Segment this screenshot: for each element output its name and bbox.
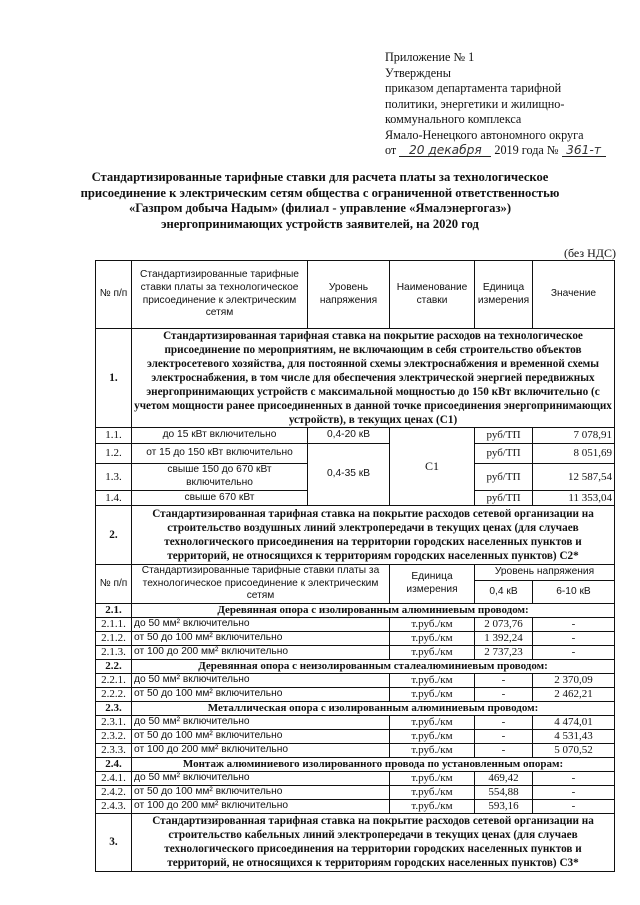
row-name: свыше 670 кВт [132, 491, 308, 506]
row-04kv: - [475, 729, 533, 743]
row-unit: руб/ТП [475, 491, 533, 506]
section-text: Стандартизированная тарифная ставка на покрытие расходов сетевой организации на строительство воздушных линий электропередачи в текущих ценах (для случаев технологического присоединения на территории городских населенных пунктов и территорий, не относящихся к территориям городских населенных пунктов) С2* [132, 506, 615, 565]
section-text: Стандартизированная тарифная ставка на покрытие расходов на технологическое присоединение по мероприятиям, не включающим в себя строительство объектов электросетевого хозяйства, для постоянной схемы электроснабжения и временной схемы электроснабжения, в том числе для обеспечения электрической энергией передвижных энергопринимающих устройств с максимальной мощностью до 150 кВт включительно (с учетом мощности ранее присоединенных в данной точке присоединения энергопринимающих устройств), в текущих ценах (С1) [132, 329, 615, 428]
row-04kv: 554,88 [475, 785, 533, 799]
table-row [96, 673, 615, 687]
row-04kv: - [475, 687, 533, 701]
row-610kv: 5 070,52 [533, 743, 615, 757]
group-row [96, 603, 615, 617]
header-voltage: Уровень напряжения [308, 261, 390, 329]
row-num: 2.2.1. [96, 673, 132, 687]
appendix-line: Приложение № 1 [385, 50, 475, 64]
row-num: 2.4.2. [96, 785, 132, 799]
section-row [96, 813, 615, 871]
group-num: 2.3. [96, 701, 132, 715]
row-name: до 50 мм² включительно [132, 617, 390, 631]
title-line: присоединение к электрическим сетям общества с ограниченной ответственностью [80, 185, 560, 200]
header-04kv: 0,4 кВ [475, 581, 533, 603]
row-num: 2.4.3. [96, 799, 132, 813]
section-num: 3. [96, 813, 132, 871]
group-row [96, 757, 615, 771]
title-line: энергопринимающих устройств заявителей, на 2020 год [161, 216, 479, 231]
appendix-line: Ямало-Ненецкого автономного округа [385, 127, 584, 142]
section-text: Стандартизированная тарифная ставка на покрытие расходов сетевой организации на строительство кабельных линий электропередачи в текущих ценах (для случаев технологического присоединения на территории городских населенных пунктов и территорий, не относящихся к территориям городских населенных пунктов) С3* [132, 813, 615, 871]
row-unit: т.руб./км [390, 673, 475, 687]
table-row [96, 743, 615, 757]
date-year: 2019 года № [494, 143, 559, 157]
row-610kv: 2 462,21 [533, 687, 615, 701]
group-num: 2.1. [96, 603, 132, 617]
row-name: от 50 до 100 мм² включительно [132, 729, 390, 743]
row-610kv: - [533, 785, 615, 799]
table2-header-row [96, 565, 615, 581]
row-unit: руб/ТП [475, 444, 533, 464]
row-name: от 100 до 200 мм² включительно [132, 743, 390, 757]
row-name: до 15 кВт включительно [132, 428, 308, 444]
group-title: Металлическая опора с изолированным алюминиевым проводом: [132, 701, 615, 715]
table-row [96, 631, 615, 645]
row-04kv: 2 737,23 [475, 645, 533, 659]
row-num: 1.2. [96, 444, 132, 464]
row-num: 2.1.3. [96, 645, 132, 659]
tariff-table [95, 260, 615, 872]
row-name: до 50 мм² включительно [132, 715, 390, 729]
row-num: 2.1.2. [96, 631, 132, 645]
table1-header-row [96, 261, 615, 329]
row-value: 8 051,69 [533, 444, 615, 464]
row-name: от 50 до 100 мм² включительно [132, 687, 390, 701]
row-num: 2.4.1. [96, 771, 132, 785]
table-row [96, 715, 615, 729]
row-voltage: 0,4-35 кВ [308, 444, 390, 506]
header-num: № п/п [96, 261, 132, 329]
row-num: 1.1. [96, 428, 132, 444]
appendix-line: Утверждены [385, 65, 451, 80]
table-row [96, 729, 615, 743]
table-row [96, 785, 615, 799]
table-row [96, 687, 615, 701]
table-row [96, 617, 615, 631]
row-name: до 50 мм² включительно [132, 673, 390, 687]
row-610kv: 4 531,43 [533, 729, 615, 743]
row-unit: т.руб./км [390, 743, 475, 757]
group-row [96, 659, 615, 673]
section-row [96, 329, 615, 428]
header-value: Значение [533, 261, 615, 329]
row-value: 11 353,04 [533, 491, 615, 506]
row-num: 2.3.2. [96, 729, 132, 743]
group-num: 2.2. [96, 659, 132, 673]
row-04kv: - [475, 743, 533, 757]
section-num: 1. [96, 329, 132, 428]
approval-block [385, 50, 635, 159]
row-610kv: - [533, 771, 615, 785]
header-voltage-levels: Уровень напряжения [475, 565, 615, 581]
group-num: 2.4. [96, 757, 132, 771]
row-name: от 100 до 200 мм² включительно [132, 645, 390, 659]
row-04kv: 593,16 [475, 799, 533, 813]
row-unit: т.руб./км [390, 617, 475, 631]
document-title [20, 170, 620, 232]
row-value: 12 587,54 [533, 464, 615, 491]
appendix-line: коммунального комплекса [385, 112, 522, 126]
handwritten-date: 20 декабря [399, 144, 491, 157]
row-num: 1.3. [96, 464, 132, 491]
section-num: 2. [96, 506, 132, 565]
table-row [96, 771, 615, 785]
row-num: 2.1.1. [96, 617, 132, 631]
date-prefix: от [385, 143, 397, 157]
row-610kv: - [533, 799, 615, 813]
group-title: Деревянная опора с изолированным алюминиевым проводом: [132, 603, 615, 617]
row-unit: руб/ТП [475, 428, 533, 444]
row-num: 2.2.2. [96, 687, 132, 701]
row-04kv: - [475, 715, 533, 729]
group-title: Монтаж алюминиевого изолированного провода по установленным опорам: [132, 757, 615, 771]
table-row [96, 799, 615, 813]
row-unit: т.руб./км [390, 771, 475, 785]
rate-code: С1 [390, 428, 475, 506]
title-line: Стандартизированные тарифные ставки для расчета платы за технологическое [91, 170, 549, 184]
handwritten-order-number: 361-т [562, 144, 606, 157]
header-rate-name: Стандартизированные тарифные ставки платы за технологическое присоединение к электрическим сетям [132, 261, 308, 329]
row-610kv: 2 370,09 [533, 673, 615, 687]
row-name: до 50 мм² включительно [132, 771, 390, 785]
row-610kv: - [533, 631, 615, 645]
appendix-line: политики, энергетики и жилищно- [385, 96, 565, 111]
row-04kv: 469,42 [475, 771, 533, 785]
header-num: № п/п [96, 565, 132, 604]
row-num: 2.3.3. [96, 743, 132, 757]
table-row [96, 444, 615, 464]
header-unit: Единица измерения [475, 261, 533, 329]
row-name: от 100 до 200 мм² включительно [132, 799, 390, 813]
appendix-line: приказом департамента тарифной [385, 81, 562, 95]
row-unit: т.руб./км [390, 799, 475, 813]
row-name: от 50 до 100 мм² включительно [132, 631, 390, 645]
row-name: от 15 до 150 кВт включительно [132, 444, 308, 464]
row-unit: т.руб./км [390, 687, 475, 701]
header-rate-code: Наименование ставки [390, 261, 475, 329]
row-unit: т.руб./км [390, 715, 475, 729]
header-610kv: 6-10 кВ [533, 581, 615, 603]
group-title: Деревянная опора с неизолированным сталеалюминиевым проводом: [132, 659, 615, 673]
title-line: «Газпром добыча Надым» (филиал - управление «Ямалэнергогаз») [128, 201, 512, 216]
row-unit: т.руб./км [390, 785, 475, 799]
row-voltage: 0,4-20 кВ [308, 428, 390, 444]
row-04kv: - [475, 673, 533, 687]
row-unit: т.руб./км [390, 729, 475, 743]
section-row [96, 506, 615, 565]
row-610kv: 4 474,01 [533, 715, 615, 729]
row-unit: руб/ТП [475, 464, 533, 491]
header-rate-name: Стандартизированные тарифные ставки платы за технологическое присоединение к электрическим сетям [132, 565, 390, 604]
row-610kv: - [533, 617, 615, 631]
row-04kv: 1 392,24 [475, 631, 533, 645]
row-610kv: - [533, 645, 615, 659]
group-row [96, 701, 615, 715]
row-name: от 50 до 100 мм² включительно [132, 785, 390, 799]
order-date-line [385, 143, 635, 159]
row-num: 2.3.1. [96, 715, 132, 729]
row-num: 1.4. [96, 491, 132, 506]
table-row [96, 645, 615, 659]
row-value: 7 078,91 [533, 428, 615, 444]
row-04kv: 2 073,76 [475, 617, 533, 631]
header-unit: Единица измерения [390, 565, 475, 604]
row-unit: т.руб./км [390, 631, 475, 645]
table-row [96, 428, 615, 444]
vat-note: (без НДС) [563, 246, 616, 260]
row-unit: т.руб./км [390, 645, 475, 659]
row-name: свыше 150 до 670 кВт включительно [132, 464, 308, 491]
